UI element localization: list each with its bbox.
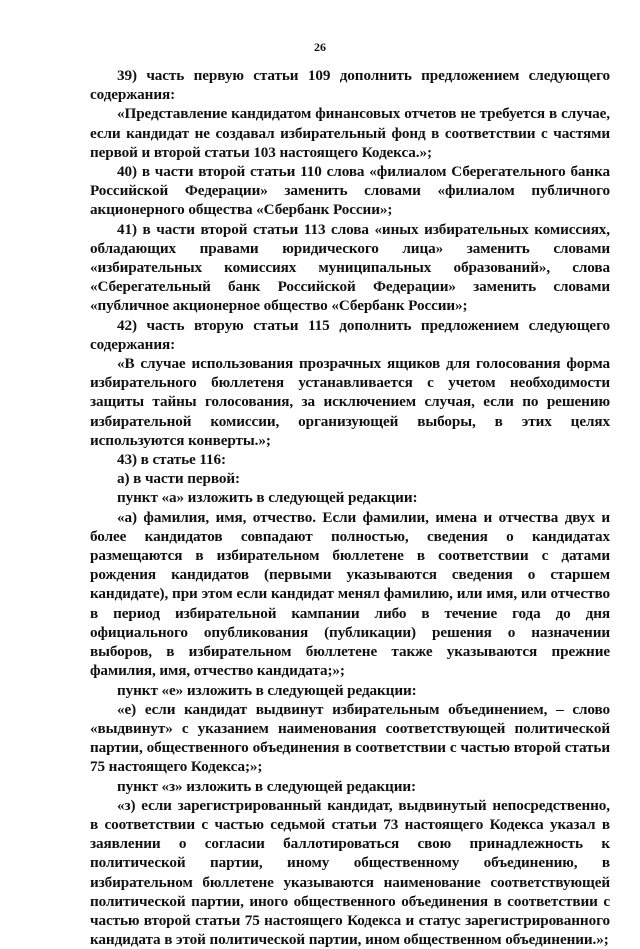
page-number: 26 xyxy=(314,40,326,54)
paragraph-quote-109: «Представление кандидатом финансовых отчетов не требуется в случае, если кандидат не создавал избирательный фонд в соответствии с частями первой и второй статьи 103 настоящего Кодекса.»; xyxy=(90,105,610,161)
document-body xyxy=(90,66,610,949)
paragraph-point-e-intro: пункт «е» изложить в следующей редакции: xyxy=(117,681,417,699)
paragraph-subitem-a: а) в части первой: xyxy=(117,470,240,488)
paragraph-point-e-text: «е) если кандидат выдвинут избирательным объединением, – слово «выдвинут» с указанием наименования соответствующей политической партии, общественного объединения в соответствии с частью второй статьи 75 настоящего Кодекса;»; xyxy=(90,700,610,776)
paragraph-item-40: 40) в части второй статьи 110 слова «филиалом Сберегательного банка Российской Федерации» заменить словами «филиалом публичного акционерного общества «Сбербанк России»; xyxy=(90,163,610,219)
paragraph-point-a-intro: пункт «а» изложить в следующей редакции: xyxy=(117,489,418,507)
paragraph-item-42: 42) часть вторую статьи 115 дополнить предложением следующего содержания: xyxy=(90,316,610,353)
paragraph-item-39: 39) часть первую статьи 109 дополнить предложением следующего содержания: xyxy=(90,67,610,104)
paragraph-quote-115: «В случае использования прозрачных ящиков для голосования форма избирательного бюллетеня устанавливается с учетом необходимости защиты тайны голосования, за исключением случая, если по решению избирательной комиссии, организующей выборы, в этих целях используются конверты.»; xyxy=(90,355,610,449)
paragraph-point-z-text: «з) если зарегистрированный кандидат, выдвинутый непосредственно, в соответствии с частью седьмой статьи 73 настоящего Кодекса указал в заявлении о согласии баллотироваться свою принадлежность к политической партии, иному общественному объединению, в избирательном бюллетене указываются наименование соответствующей политической партии, иного общественного объединения в соответствии с частью второй статьи 75 настоящего Кодекса и статус зарегистрированного кандидата в этой политической партии, ином общественном объединении.»; xyxy=(90,796,610,949)
paragraph-point-z-intro: пункт «з» изложить в следующей редакции: xyxy=(117,777,416,795)
paragraph-item-41: 41) в части второй статьи 113 слова «иных избирательных комиссиях, обладающих правами юридического лица» заменить словами «избирательных комиссиях муниципальных образований», слова «Сберегательный банк Российской Федерации» заменить словами «публичное акционерное общество «Сбербанк России»; xyxy=(90,220,610,315)
paragraph-item-43: 43) в статье 116: xyxy=(117,451,226,469)
paragraph-point-a-text: «а) фамилия, имя, отчество. Если фамилии, имена и отчества двух и более кандидатов совпадают полностью, сведения о кандидатах размещаются в избирательном бюллетене в соответствии с датами рождения кандидатов (первыми указываются сведения о старшем кандидате), при этом если кандидат менял фамилию, или имя, или отчество в период избирательной кампании либо в течение года до дня официального опубликования (публикации) решения о назначении выборов, в избирательном бюллетене также указываются прежние фамилия, имя, отчество кандидата;»; xyxy=(90,508,610,680)
